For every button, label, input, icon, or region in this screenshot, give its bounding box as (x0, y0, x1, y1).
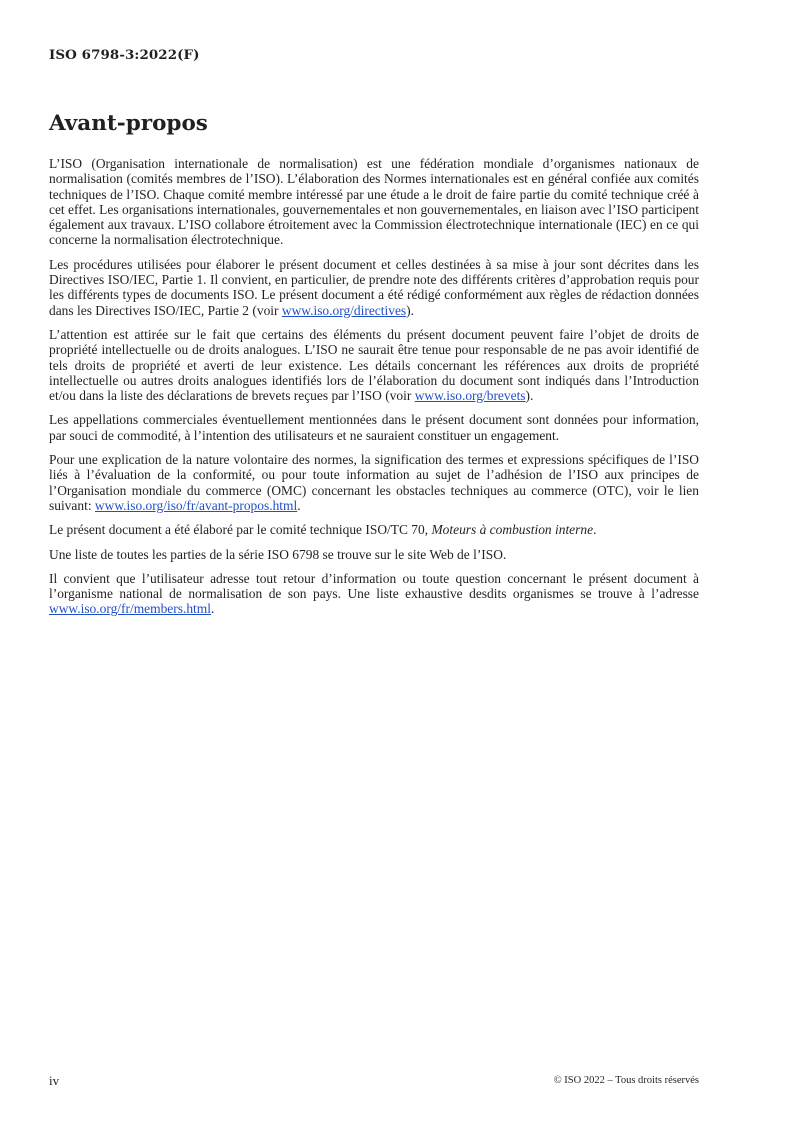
committee-title: Moteurs à combustion interne (431, 522, 594, 538)
paragraph-iso-overview: L’ISO (Organisation internationale de normalisation) est une fédération mondiale d’organismes nationaux de normalisation (comités membres de l’ISO). L’élaboration des Normes internationales est en général confiée aux comités techniques de l’ISO. Chaque comité membre intéressé par une étude a le droit de faire partie du comité technique créé à cet effet. Les organisations internationales, gouvernementales et non gouvernementales, en liaison avec l’ISO participent également aux travaux. L’ISO collabore étroitement avec la Commission électrotechnique internationale (IEC) en ce qui concerne la normalisation électrotechnique. (49, 156, 699, 248)
paragraph-text: Il convient que l’utilisateur adresse tout retour d’information ou toute question concernant le présent document à l’organisme national de normalisation de son pays. Une liste exhaustive desdits organismes se trouve à l’adresse (49, 570, 699, 602)
page-title: Avant-propos (49, 111, 208, 136)
paragraph-procedures (49, 257, 699, 318)
patents-link[interactable]: www.iso.org/brevets (414, 388, 526, 404)
paragraph-text: . (297, 497, 301, 513)
members-link[interactable]: www.iso.org/fr/members.html (49, 601, 211, 617)
paragraph-text: L’attention est attirée sur le fait que certains des éléments du présent document peuvent faire l’objet de droits de propriété intellectuelle ou de droits analogues. L’ISO ne saurait être tenue pour responsable de ne pas avoir identifié de tels droits de propriété et averti de leur existence. Les détails concernant les références aux droits de propriété intellectuelle ou autres droits analogues identifiés lors de l’élaboration du document sont indiqués dans l’Introduction et/ou dans la liste des déclarations de brevets reçues par l’ISO (voir (49, 326, 699, 404)
paragraph-patents (49, 327, 699, 403)
document-id: ISO 6798-3:2022(F) (49, 47, 200, 63)
paragraph-series-list: Une liste de toutes les parties de la série ISO 6798 se trouve sur le site Web de l’ISO. (49, 546, 507, 562)
paragraph-text: ). (406, 302, 414, 318)
paragraph-text: Les procédures utilisées pour élaborer le présent document et celles destinées à sa mise à jour sont décrites dans les Directives ISO/IEC, Partie 1. Il convient, en particulier, de prendre note des différents critères d’approbation requis pour les différents types de documents ISO. Le présent document a été rédigé conformément aux règles de rédaction données dans les Directives ISO/IEC, Partie 2 (voir (49, 256, 699, 318)
paragraph-text: Pour une explication de la nature volontaire des normes, la signification des termes et expressions spécifiques de l’ISO liés à l’évaluation de la conformité, ou pour toute information au sujet de l’adhésion de l’ISO aux principes de l’Organisation mondiale du commerce (OMC) concernant les obstacles techniques au commerce (OTC), voir le lien suivant: (49, 452, 699, 513)
directives-link[interactable]: www.iso.org/directives (281, 302, 407, 318)
paragraph-text: . (593, 522, 597, 538)
foreword-link[interactable]: www.iso.org/iso/fr/avant-propos.html (94, 497, 298, 513)
paragraph-voluntary-nature (49, 452, 699, 513)
paragraph-text: Le présent document a été élaboré par le comité technique ISO/TC 70, (49, 522, 432, 538)
paragraph-trade-names: Les appellations commerciales éventuellement mentionnées dans le présent document sont données pour information, par souci de commodité, à l’intention des utilisateurs et ne sauraient constituer un engagement. (49, 412, 699, 443)
paragraph-text: . (210, 601, 215, 617)
foreword-body (49, 156, 699, 626)
copyright-notice: © ISO 2022 – Tous droits réservés (553, 1075, 699, 1086)
page-number: iv (49, 1073, 60, 1088)
paragraph-text: ). (525, 388, 534, 404)
paragraph-feedback (49, 571, 699, 617)
paragraph-committee (49, 522, 699, 537)
